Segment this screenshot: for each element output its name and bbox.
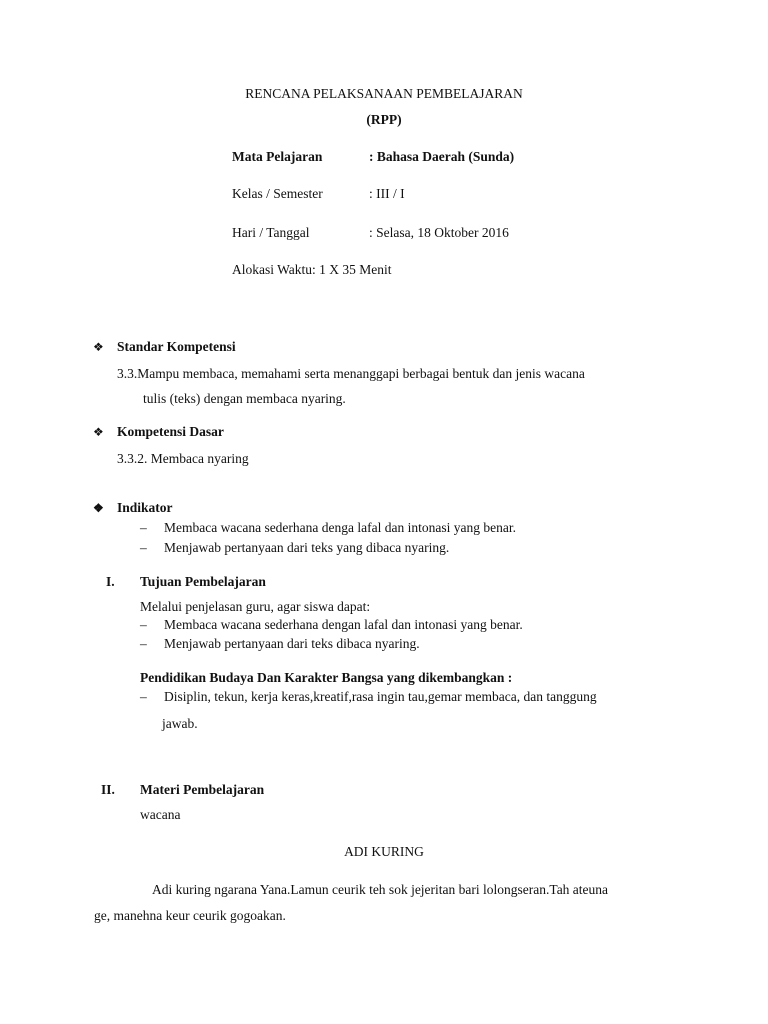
info-value-kelas: : III / I bbox=[369, 186, 405, 201]
indikator-heading: Indikator bbox=[117, 500, 173, 515]
kompetensi-text: 3.3.2. Membaca nyaring bbox=[117, 451, 249, 466]
materi-heading: Materi Pembelajaran bbox=[140, 782, 265, 797]
standar-line-1: 3.3.Mampu membaca, memahami serta menanggapi berbagai bentuk dan jenis wacana bbox=[117, 366, 585, 381]
tujuan-item: Membaca wacana sederhana dengan lafal dan intonasi yang benar. bbox=[164, 617, 523, 632]
tujuan-heading: Tujuan Pembelajaran bbox=[140, 574, 266, 589]
materi-number: II. bbox=[101, 782, 115, 797]
indikator-item: Menjawab pertanyaan dari teks yang dibaca nyaring. bbox=[164, 540, 450, 555]
alokasi-waktu: Alokasi Waktu: 1 X 35 Menit bbox=[232, 262, 392, 277]
info-value-hari: : Selasa, 18 Oktober 2016 bbox=[369, 225, 509, 240]
tujuan-intro: Melalui penjelasan guru, agar siswa dapat: bbox=[140, 599, 371, 614]
info-value-mata-pelajaran: : Bahasa Daerah (Sunda) bbox=[369, 149, 515, 164]
document-title: RENCANA PELAKSANAAN PEMBELAJARAN bbox=[245, 86, 523, 101]
standar-heading: Standar Kompetensi bbox=[117, 339, 236, 354]
story-line-2: ge, manehna keur ceurik gogoakan. bbox=[94, 908, 286, 923]
tujuan-item: Menjawab pertanyaan dari teks dibaca nyaring. bbox=[164, 636, 420, 651]
indikator-item: Membaca wacana sederhana denga lafal dan intonasi yang benar. bbox=[164, 520, 516, 535]
dash-icon: – bbox=[140, 636, 147, 651]
standar-line-2: tulis (teks) dengan membaca nyaring. bbox=[143, 391, 346, 406]
info-label-hari: Hari / Tanggal bbox=[232, 225, 310, 240]
story-title: ADI KURING bbox=[344, 844, 424, 859]
tujuan-number: I. bbox=[106, 574, 115, 589]
materi-sub: wacana bbox=[140, 807, 181, 822]
bullet-diamond-icon: ❖ bbox=[93, 340, 104, 354]
dash-icon: – bbox=[140, 689, 147, 704]
dash-icon: – bbox=[140, 617, 147, 632]
pendidikan-item-line-2: jawab. bbox=[162, 716, 198, 731]
document-subtitle: (RPP) bbox=[366, 112, 402, 127]
bullet-diamond-icon: ❖ bbox=[93, 501, 104, 515]
dash-icon: – bbox=[140, 520, 147, 535]
kompetensi-heading: Kompetensi Dasar bbox=[117, 424, 224, 439]
info-label-kelas: Kelas / Semester bbox=[232, 186, 323, 201]
pendidikan-item-line-1: Disiplin, tekun, kerja keras,kreatif,rasa ingin tau,gemar membaca, dan tanggung bbox=[164, 689, 597, 704]
info-label-mata-pelajaran: Mata Pelajaran bbox=[232, 149, 323, 164]
pendidikan-heading: Pendidikan Budaya Dan Karakter Bangsa yang dikembangkan : bbox=[140, 670, 513, 685]
story-line-1: Adi kuring ngarana Yana.Lamun ceurik teh sok jejeritan bari lolongseran.Tah ateuna bbox=[152, 882, 609, 897]
dash-icon: – bbox=[140, 540, 147, 555]
bullet-diamond-icon: ❖ bbox=[93, 425, 104, 439]
